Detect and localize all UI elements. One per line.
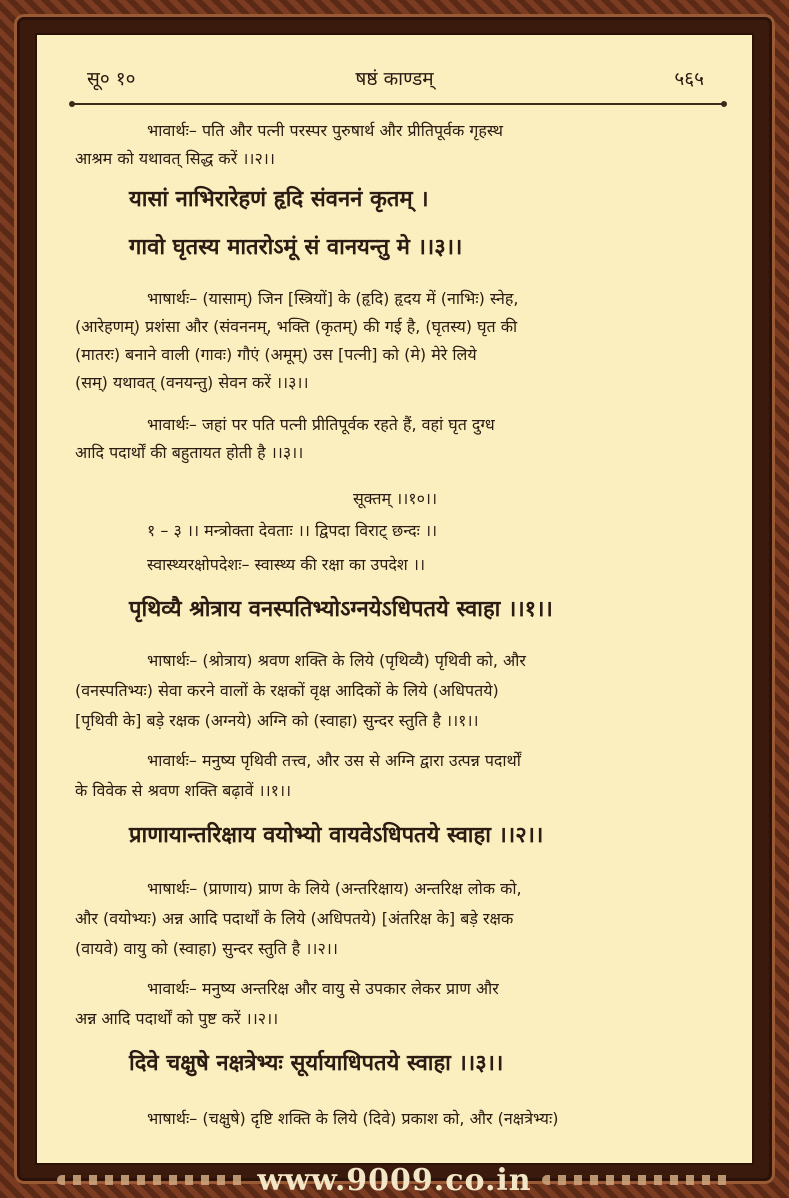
text-line: (मातरः) बनाने वाली (गावः) गौएं (अमूम्) उस [पत्नी] को (मे) मेरे लिये	[75, 345, 477, 364]
text-line: के विवेक से श्रवण शक्ति बढ़ावें ।।१।।	[75, 781, 292, 800]
text-line: भाषार्थः– (चक्षुषे) दृष्टि शक्ति के लिये (दिवे) प्रकाश को, और (नक्षत्रेभ्यः)	[147, 1109, 559, 1128]
page-header	[37, 65, 752, 95]
text-line: (वनस्पतिभ्यः) सेवा करने वालों के रक्षकों वृक्ष आदिकों के लिये (अधिपतये)	[75, 681, 499, 700]
mantra-line: दिवे चक्षुषे नक्षत्रेभ्यः सूर्यायाधिपतये स्वाहा ।।३।।	[129, 1051, 504, 1076]
text-line: भावार्थः– मनुष्य अन्तरिक्ष और वायु से उपकार लेकर प्राण और	[147, 979, 499, 998]
text-line: (सम्) यथावत् (वनयन्तु) सेवन करें ।।३।।	[75, 373, 309, 392]
text-line: १ – ३ ।। मन्त्रोक्ता देवताः ।। द्विपदा विराट् छन्दः ।।	[147, 521, 438, 540]
mantra-line: प्राणायान्तरिक्षाय वयोभ्यो वायवेऽधिपतये स्वाहा ।।२।।	[129, 823, 544, 848]
kanda-title: षष्ठं काण्डम्	[355, 68, 434, 90]
text-line: भाषार्थः– (यासाम्) जिन [स्त्रियों] के (हृदि) हृदय में (नाभिः) स्नेह,	[147, 289, 519, 308]
website-url[interactable]: www.9009.co.in	[257, 1163, 532, 1198]
text-line: भावार्थः– पति और पत्नी परस्पर पुरुषार्थ और प्रीतिपूर्वक गृहस्थ	[147, 121, 503, 140]
text-line: भाषार्थः– (श्रोत्राय) श्रवण शक्ति के लिये (पृथिव्यै) पृथिवी को, और	[147, 651, 526, 670]
mantra-line: यासां नाभिरारेहणं हृदि संवननं कृतम् ।	[129, 187, 429, 212]
text-line: अन्न आदि पदार्थों को पुष्ट करें ।।२।।	[75, 1009, 279, 1028]
text-line: (आरेहणम्) प्रशंसा और (संवननम्, भक्ति (कृतम्) की गई है, (घृतस्य) घृत की	[75, 317, 518, 336]
sukta-number: सू० १०	[87, 68, 136, 90]
text-line: आश्रम को यथावत् सिद्ध करें ।।२।।	[75, 149, 275, 168]
text-line: आदि पदार्थों की बहुतायत होती है ।।३।।	[75, 443, 304, 462]
mantra-line: पृथिव्यै श्रोत्राय वनस्पतिभ्योऽग्नयेऽधिपतये स्वाहा ।।१।।	[129, 597, 553, 622]
text-line: और (वयोभ्यः) अन्न आदि पदार्थों के लिये (अधिपतये) [अंतरिक्ष के] बड़े रक्षक	[75, 909, 514, 928]
text-line: भावार्थः– मनुष्य पृथिवी तत्त्व, और उस से अग्नि द्वारा उत्पन्न पदार्थों	[147, 751, 521, 770]
page-number: ५६५	[674, 68, 704, 90]
text-line: भाषार्थः– (प्राणाय) प्राण के लिये (अन्तरिक्षाय) अन्तरिक्ष लोक को,	[147, 879, 522, 898]
header-rule	[73, 103, 723, 105]
mantra-line: गावो घृतस्य मातरोऽमूं सं वानयन्तु मे ।।३।।	[129, 235, 463, 260]
page	[37, 35, 752, 1163]
text-line: भावार्थः– जहां पर पति पत्नी प्रीतिपूर्वक रहते हैं, वहां घृत दुग्ध	[147, 415, 495, 434]
text-line: (वायवे) वायु को (स्वाहा) सुन्दर स्तुति है ।।२।।	[75, 939, 338, 958]
text-line: स्वास्थ्यरक्षोपदेशः– स्वास्थ्य की रक्षा का उपदेश ।।	[147, 555, 426, 574]
sukta-heading: सूक्तम् ।।१०।।	[352, 489, 438, 508]
page-footer	[37, 1163, 752, 1198]
text-line: [पृथिवी के] बड़े रक्षक (अग्नये) अग्नि को (स्वाहा) सुन्दर स्तुति है ।।१।।	[75, 711, 479, 730]
